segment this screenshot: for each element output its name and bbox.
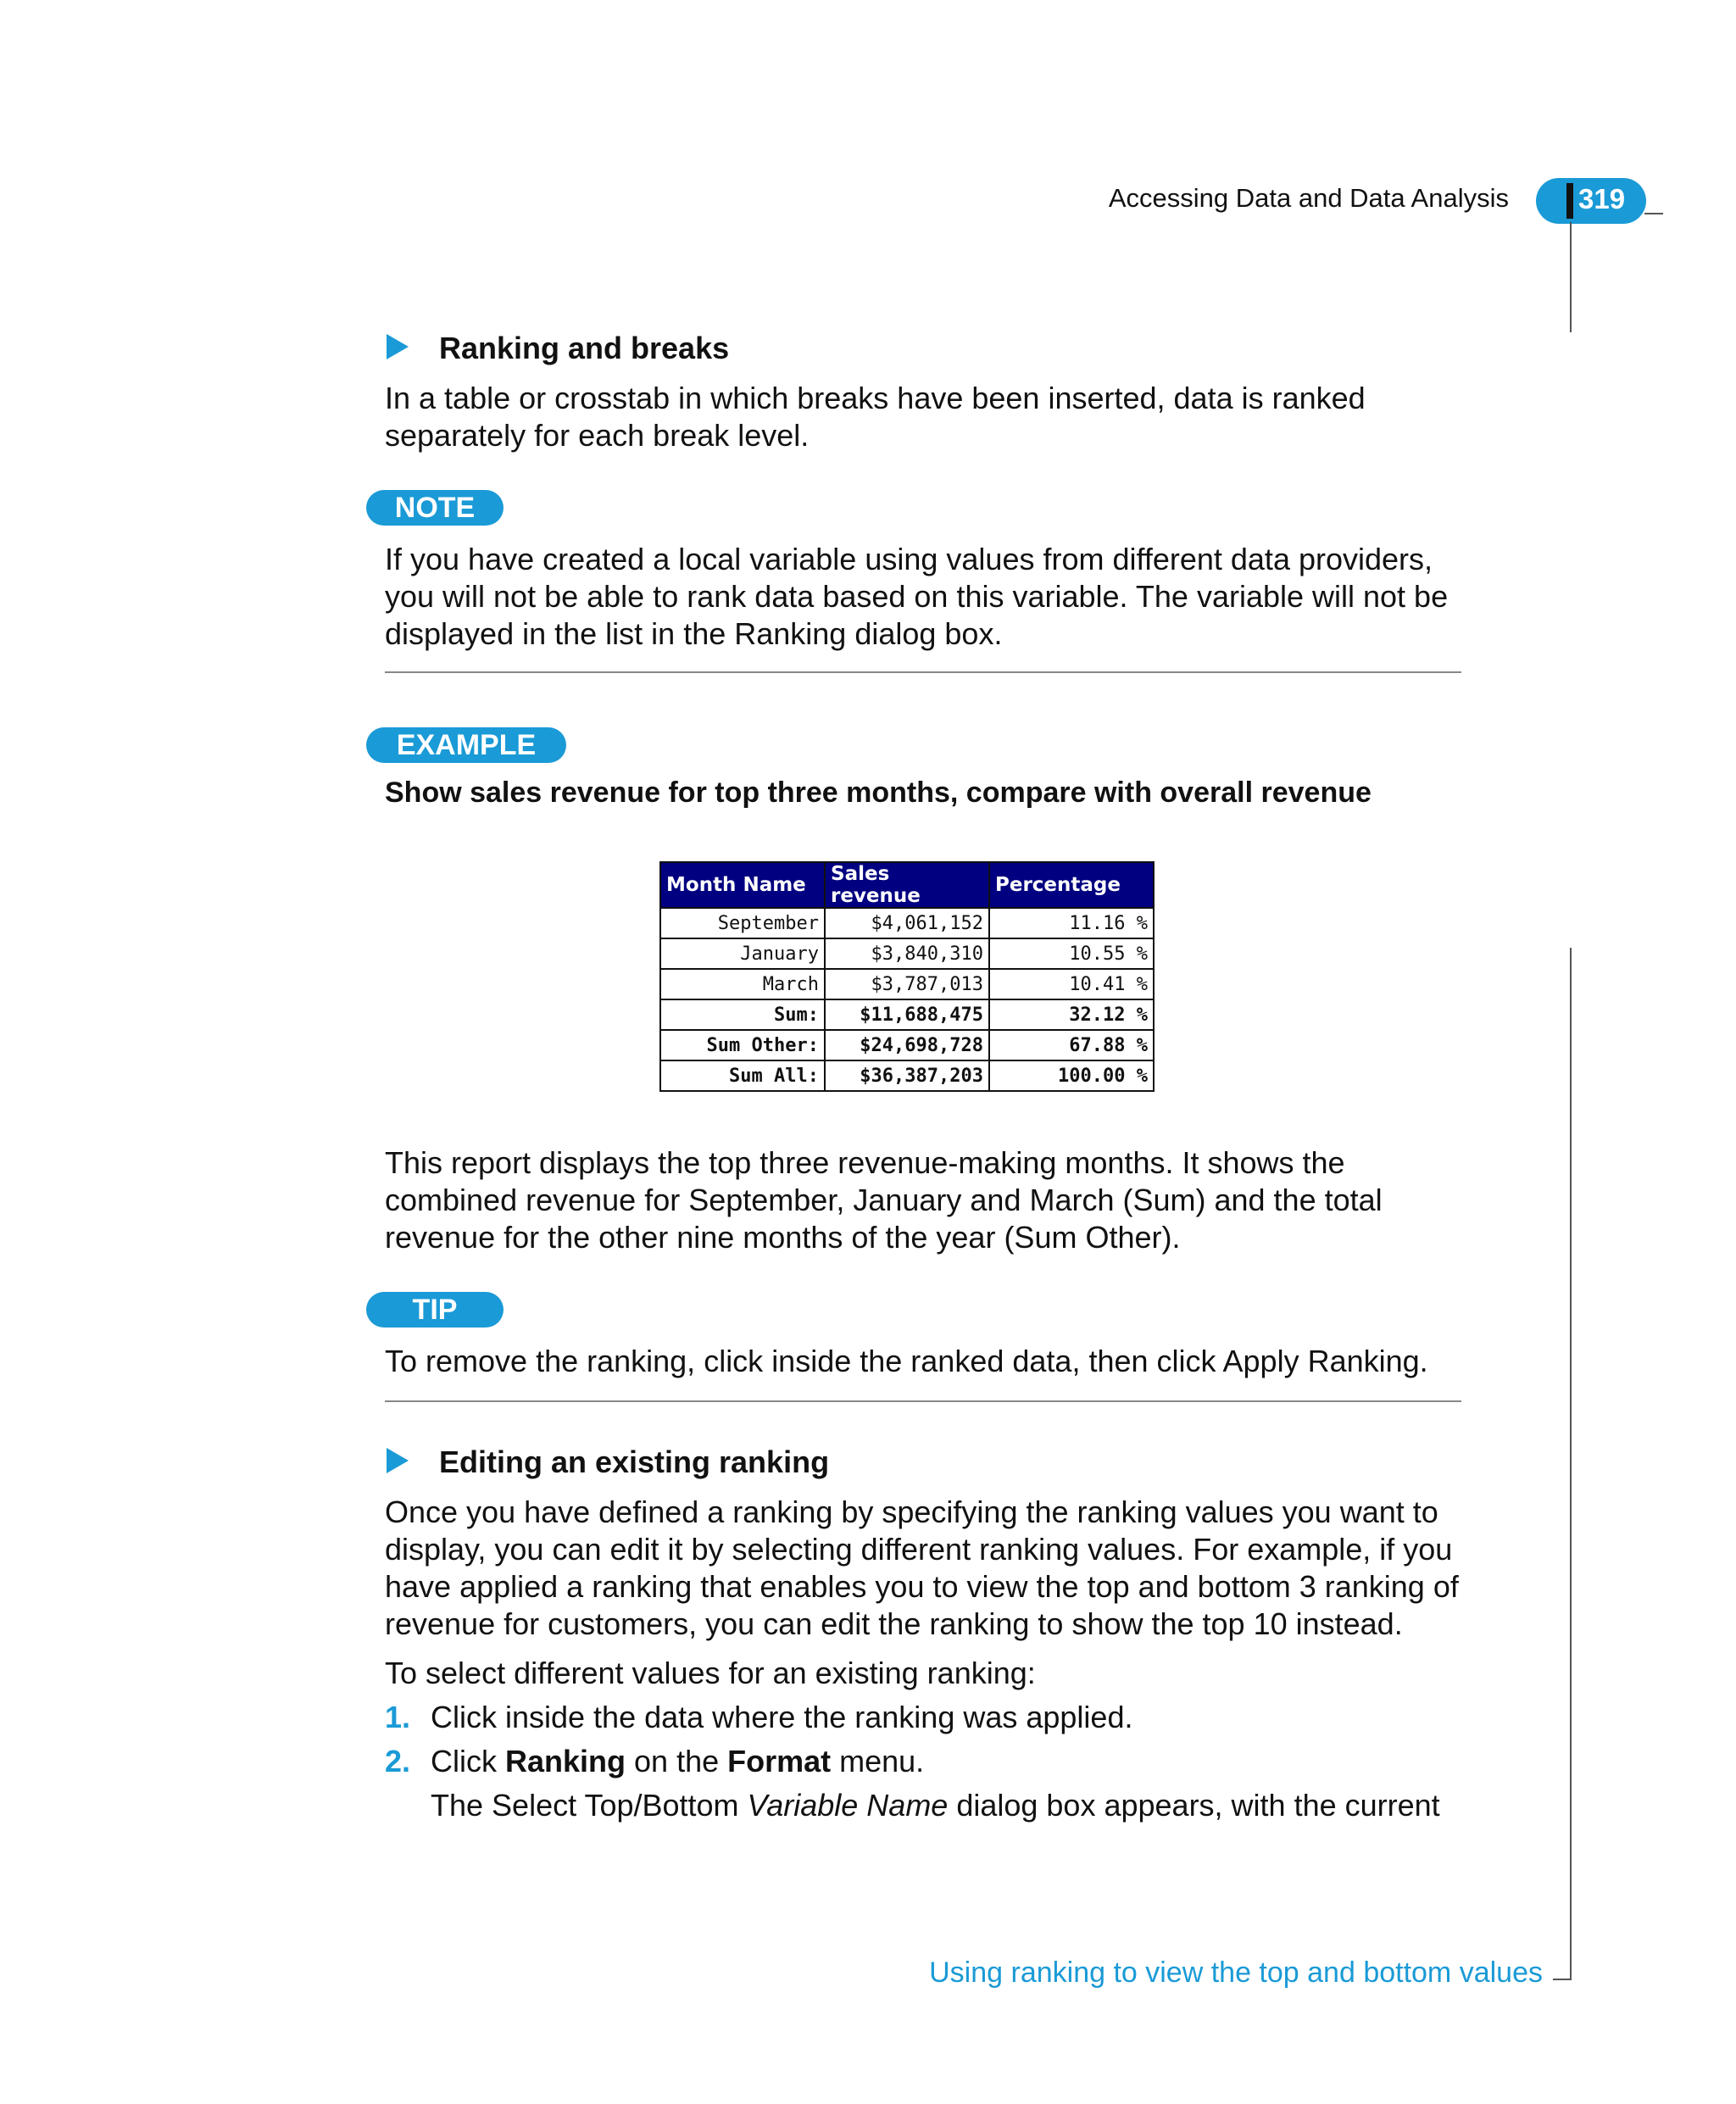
paragraph-line: display, you can edit it by selecting different ranking values. For example, if you	[385, 1532, 1453, 1567]
table-cell: 100.00 %	[989, 1060, 1154, 1091]
section-heading-ranking-breaks: Ranking and breaks	[439, 331, 730, 365]
page-number-badge	[1536, 178, 1646, 224]
table-cell: 10.55 %	[989, 938, 1154, 969]
column-header: Sales revenue	[825, 862, 989, 908]
tip-divider	[385, 1400, 1461, 1402]
table-total-row	[660, 1060, 1154, 1091]
step-text-part: on the	[626, 1744, 728, 1778]
column-header: Month Name	[660, 862, 825, 908]
step-text-part: Click	[431, 1744, 505, 1778]
step-text-part: menu.	[831, 1744, 925, 1778]
page-badge-bar	[1566, 183, 1573, 219]
footer-rule	[1553, 1979, 1572, 1980]
tip-text: To remove the ranking, click inside the ranked data, then click Apply Ranking.	[385, 1344, 1428, 1378]
table-cell: January	[660, 938, 825, 969]
table-cell: Sum All:	[660, 1060, 825, 1091]
table-cell: 32.12 %	[989, 999, 1154, 1030]
table-cell: $3,840,310	[825, 938, 989, 969]
paragraph-line: In a table or crosstab in which breaks have been inserted, data is ranked	[385, 381, 1366, 415]
table-cell: $24,698,728	[825, 1030, 989, 1060]
running-footer: Using ranking to view the top and bottom values	[929, 1956, 1543, 1989]
table-row	[660, 938, 1154, 969]
running-header-title: Accessing Data and Data Analysis	[1108, 183, 1509, 213]
table-cell: $3,787,013	[825, 969, 989, 999]
header-rule	[1644, 213, 1663, 214]
table-cell: Sum Other:	[660, 1030, 825, 1060]
example-description	[385, 1144, 1383, 1256]
section-paragraph	[385, 380, 1366, 454]
table-row	[660, 969, 1154, 999]
table-total-row	[660, 999, 1154, 1030]
page-number: 319	[1578, 183, 1626, 214]
note-divider	[385, 671, 1461, 673]
menu-name-format: Format	[727, 1744, 832, 1778]
column-header: Percentage	[989, 862, 1154, 908]
step-text: Click inside the data where the ranking was applied.	[431, 1700, 1133, 1734]
table-cell: $4,061,152	[825, 908, 989, 938]
step-text-part: The Select Top/Bottom	[431, 1788, 748, 1823]
note-line: If you have created a local variable using values from different data providers,	[385, 542, 1433, 576]
table-cell: September	[660, 908, 825, 938]
step-text	[431, 1743, 924, 1780]
example-title: Show sales revenue for top three months, compare with overall revenue	[385, 776, 1372, 809]
margin-line-top	[1570, 222, 1572, 332]
example-badge: EXAMPLE	[366, 727, 566, 763]
section-arrow-icon	[387, 1448, 409, 1473]
paragraph-line: combined revenue for September, January and March (Sum) and the total	[385, 1183, 1383, 1217]
step-number: 1.	[385, 1700, 411, 1734]
step-text-part: dialog box appears, with the current	[948, 1788, 1440, 1823]
table-cell: March	[660, 969, 825, 999]
note-line: displayed in the list in the Ranking dialog box.	[385, 616, 1003, 651]
table-cell: 67.88 %	[989, 1030, 1154, 1060]
margin-line-bottom	[1570, 948, 1572, 1980]
note-text	[385, 541, 1448, 653]
note-line: you will not be able to rank data based on this variable. The variable will not be	[385, 579, 1449, 614]
steps-intro: To select different values for an existing ranking:	[385, 1656, 1036, 1690]
note-badge: NOTE	[366, 490, 504, 526]
section-paragraph	[385, 1494, 1459, 1643]
menu-command-ranking: Ranking	[505, 1744, 626, 1778]
paragraph-line: have applied a ranking that enables you to view the top and bottom 3 ranking of	[385, 1569, 1459, 1604]
paragraph-line: Once you have defined a ranking by specifying the ranking values you want to	[385, 1495, 1438, 1529]
table-cell: Sum:	[660, 999, 825, 1030]
paragraph-line: revenue for the other nine months of the year (Sum Other).	[385, 1220, 1181, 1255]
table-row	[660, 908, 1154, 938]
variable-name-text: Variable Name	[747, 1788, 949, 1823]
paragraph-line: separately for each break level.	[385, 418, 810, 453]
table-cell: 10.41 %	[989, 969, 1154, 999]
paragraph-line: This report displays the top three revenue-making months. It shows the	[385, 1145, 1345, 1180]
ranking-table	[659, 861, 1155, 1092]
tip-badge: TIP	[366, 1292, 504, 1328]
table-cell: $11,688,475	[825, 999, 989, 1030]
section-arrow-icon	[387, 334, 409, 359]
paragraph-line: revenue for customers, you can edit the ranking to show the top 10 instead.	[385, 1606, 1403, 1641]
table-total-row	[660, 1030, 1154, 1060]
table-cell: $36,387,203	[825, 1060, 989, 1091]
step-continuation	[431, 1787, 1440, 1824]
step-number: 2.	[385, 1744, 411, 1778]
table-cell: 11.16 %	[989, 908, 1154, 938]
section-heading-editing-ranking: Editing an existing ranking	[439, 1444, 830, 1479]
